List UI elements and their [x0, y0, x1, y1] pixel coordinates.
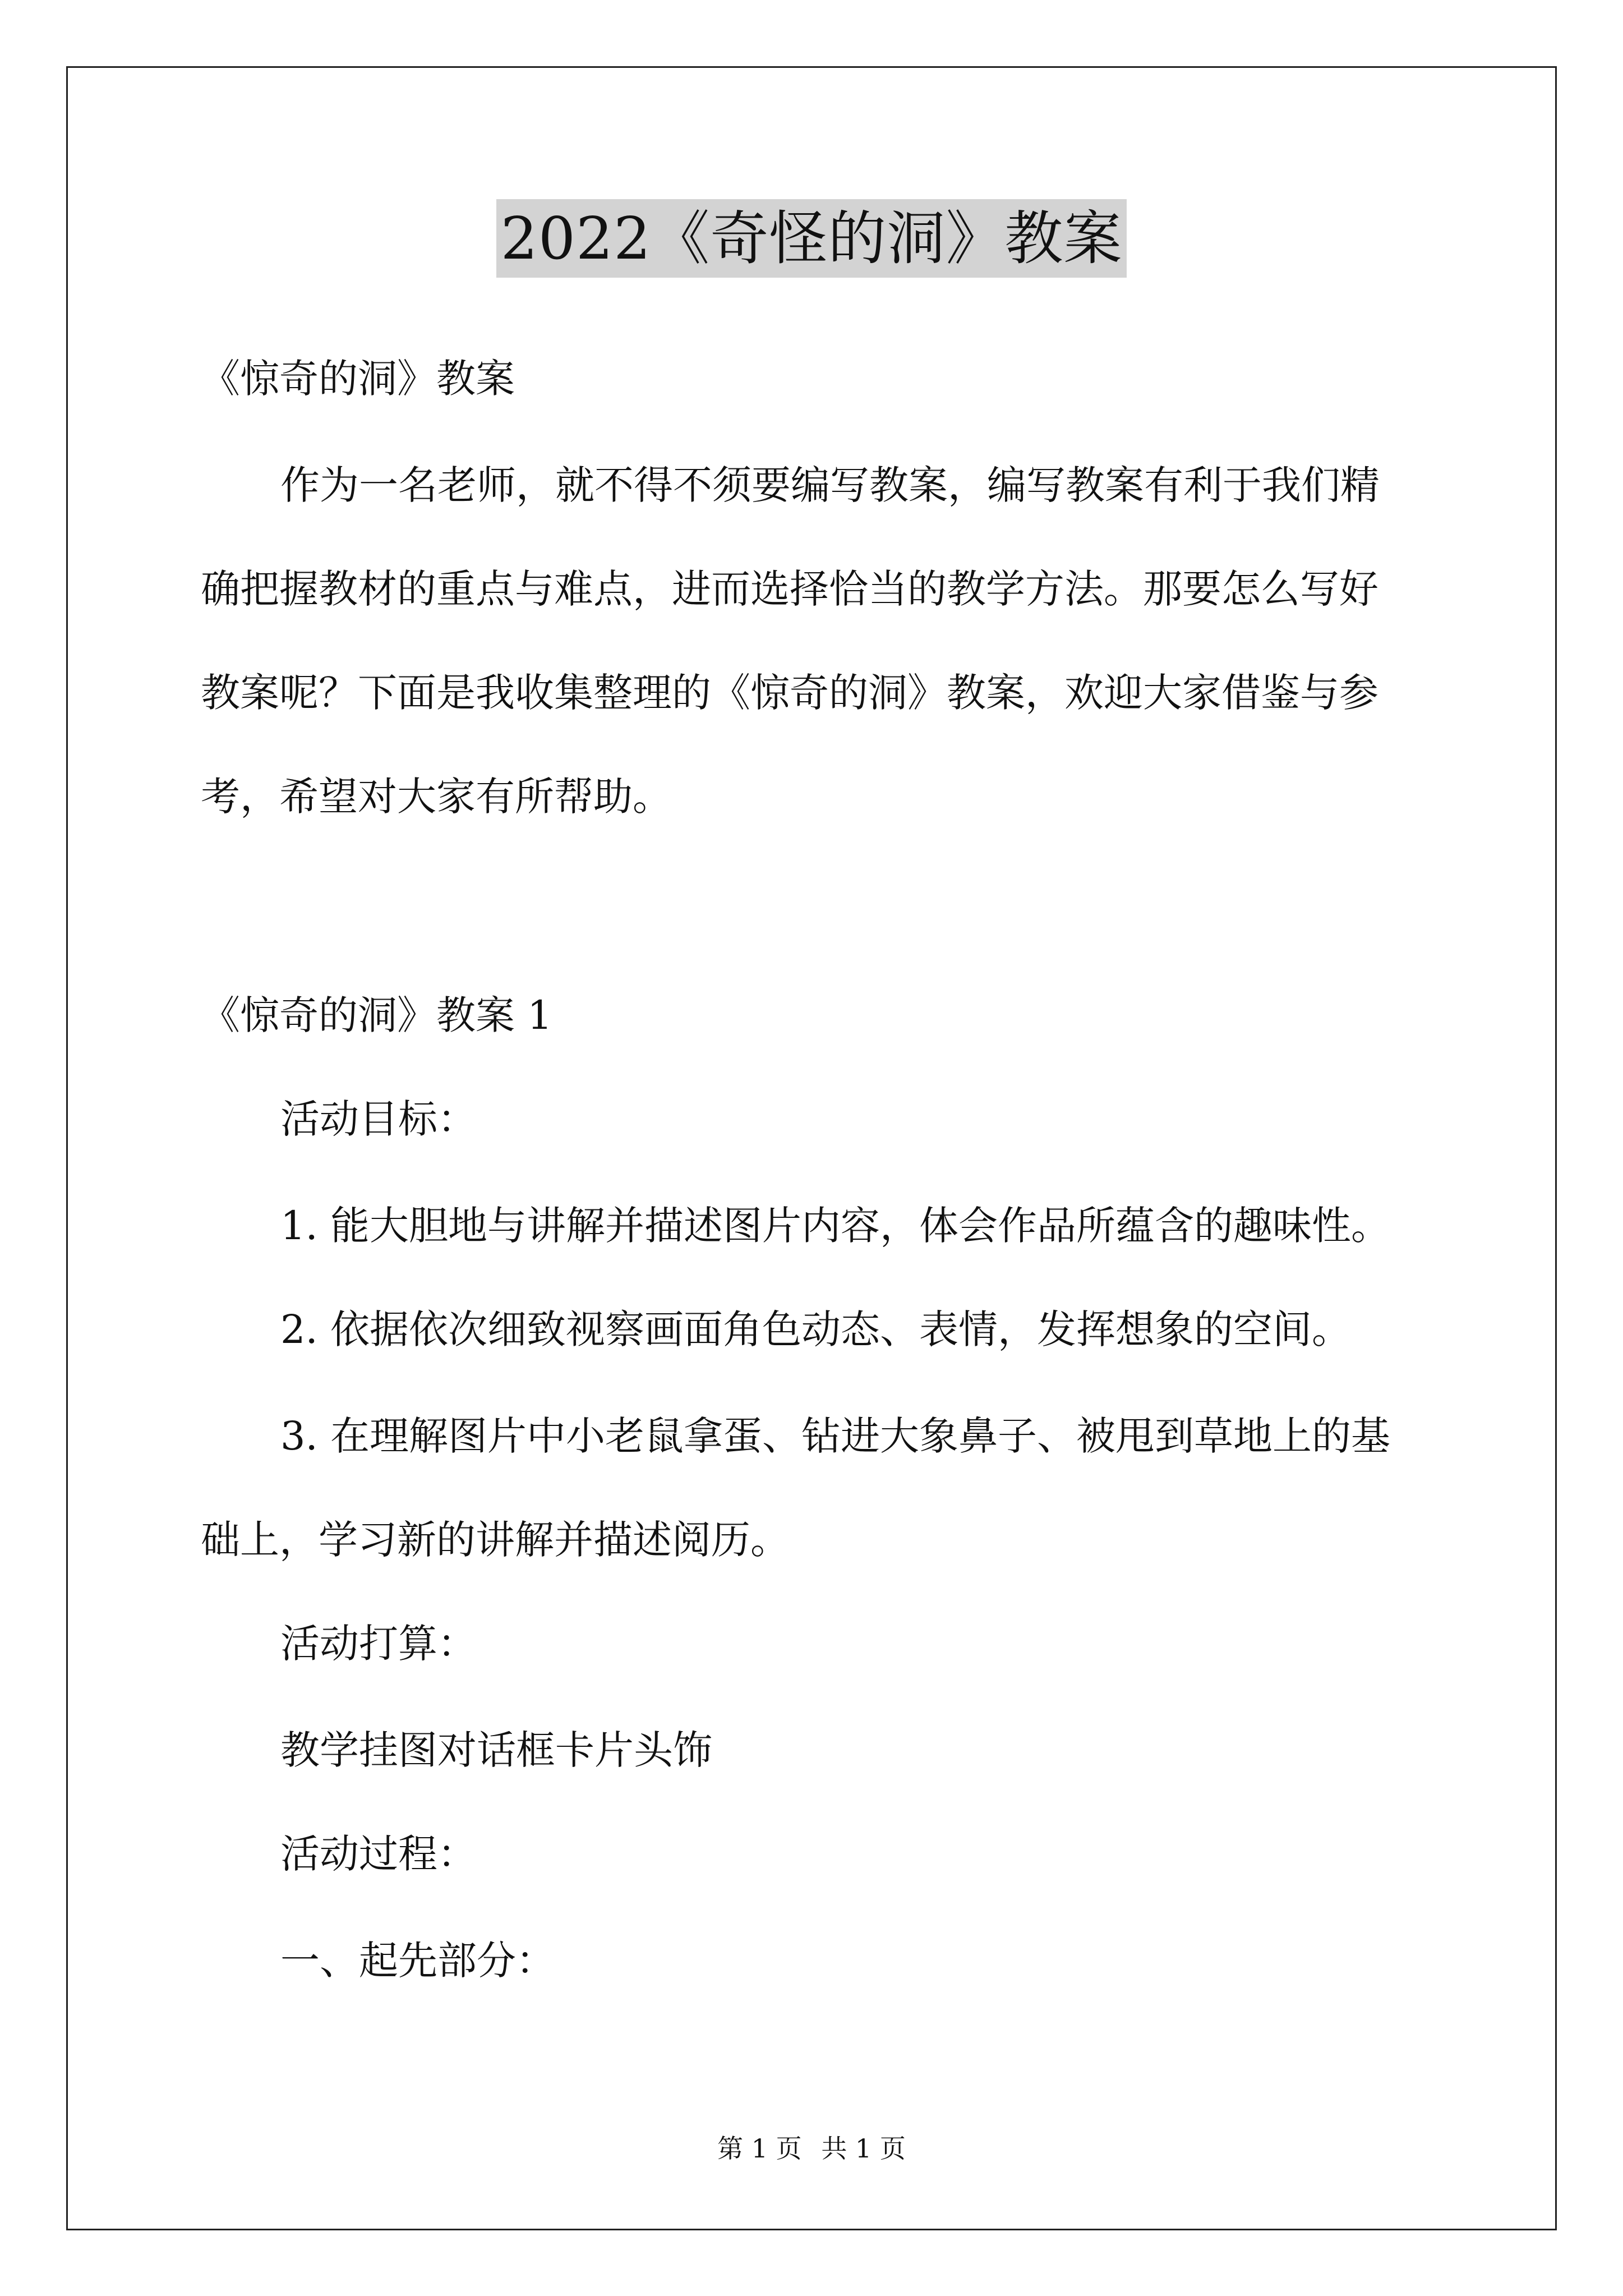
paragraph-line: 一、起先部分：: [280, 1938, 555, 1984]
paragraph-line: 作为一名老师，就不得不须要编写教案，编写教案有利于我们精: [280, 462, 1380, 508]
page-footer: [0, 2132, 1623, 2165]
page-total: 共 1 页: [821, 2133, 906, 2164]
list-item: 2. 依据依次细致视察画面角色动态、表情，发挥想象的空间。: [280, 1306, 1352, 1352]
paragraph-line: 活动目标：: [280, 1096, 477, 1142]
paragraph-line: 教案呢？下面是我收集整理的《惊奇的洞》教案，欢迎大家借鉴与参: [201, 670, 1378, 716]
list-item: 1. 能大胆地与讲解并描述图片内容，体会作品所蕴含的趣味性。: [280, 1203, 1391, 1249]
paragraph-line: 考，希望对大家有所帮助。: [201, 774, 672, 820]
paragraph-line: 活动打算：: [280, 1621, 477, 1667]
subtitle-line: 《惊奇的洞》教案: [201, 356, 515, 402]
section-heading: 《惊奇的洞》教案 1: [201, 992, 552, 1038]
title-container: [0, 199, 1623, 278]
paragraph-line: 教学挂图对话框卡片头饰: [280, 1727, 712, 1773]
paragraph-line: 确把握教材的重点与难点，进而选择恰当的教学方法。那要怎么写好: [201, 566, 1378, 612]
document-title: 2022《奇怪的洞》教案: [496, 199, 1127, 278]
paragraph-line: 活动过程：: [280, 1831, 477, 1877]
page-number: 第 1 页: [717, 2133, 802, 2164]
paragraph-line: 础上，学习新的讲解并描述阅历。: [201, 1517, 790, 1563]
list-item: 3. 在理解图片中小老鼠拿蛋、钻进大象鼻子、被甩到草地上的基: [280, 1413, 1391, 1459]
